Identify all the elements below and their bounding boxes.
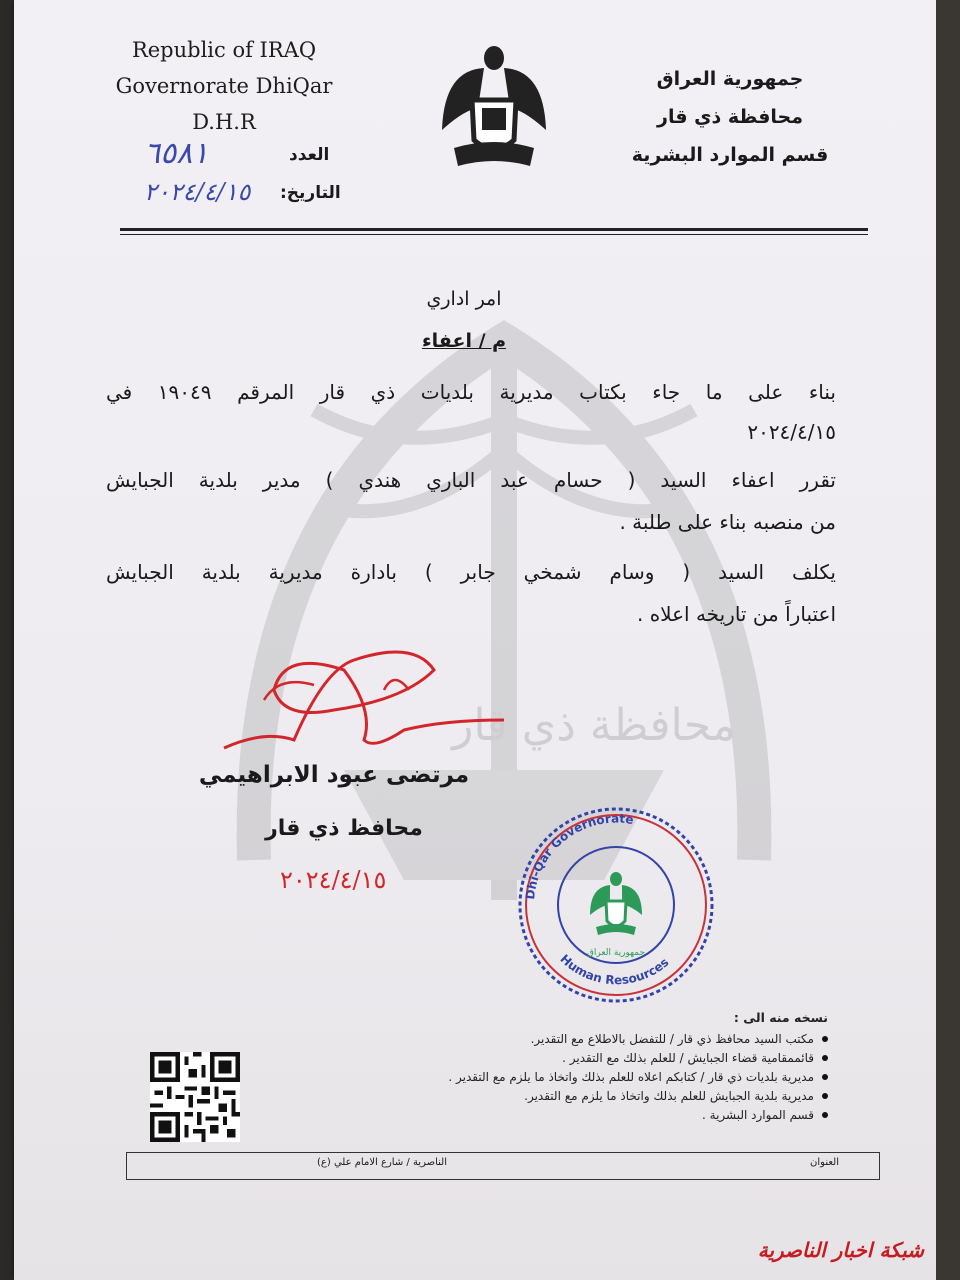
header-ar-line3: قسم الموارد البشرية <box>631 144 829 166</box>
header-en-line3: D.H.R <box>192 110 256 134</box>
qr-code-icon <box>150 1052 240 1142</box>
header-ar-line1: جمهورية العراق <box>656 68 804 90</box>
header-en-line2: Governorate DhiQar <box>115 74 333 98</box>
iraq-emblem-icon <box>434 40 554 180</box>
bullet-icon <box>822 1036 828 1042</box>
bullet-icon <box>822 1112 828 1118</box>
header-ar-line2: محافظة ذي قار <box>657 106 803 128</box>
cc-item-text: مديرية بلديات ذي قار / كتابكم اعلاه للعلم بذلك واتخاذ ما يلزم مع التقدير . <box>448 1069 814 1084</box>
cc-item-text: مديرية بلدية الجبايش للعلم بذلك واتخاذ ما يلزم مع التقدير. <box>524 1088 814 1103</box>
handwritten-signature <box>204 630 524 780</box>
para2-line1: تقرر اعفاء السيد ( حسام عبد الباري هندي ) مدير بلدية الجبايش <box>106 468 836 492</box>
order-title: امر اداري <box>426 288 502 310</box>
cc-item <box>268 1067 828 1086</box>
bullet-icon <box>822 1074 828 1080</box>
signature-date: ٢٠٢٤/٤/١٥ <box>280 866 387 894</box>
signatory-title: محافظ ذي قار <box>265 816 423 841</box>
cc-item <box>268 1029 828 1048</box>
cc-title: نسخه منه الى : <box>733 1010 828 1025</box>
stamp-text-en2: Human Resources <box>557 951 672 988</box>
logo-text: شبكة اخبار الناصرية <box>757 1238 924 1262</box>
bullet-icon <box>822 1055 828 1061</box>
address-value: الناصرية / شارع الامام علي (ع) <box>317 1157 447 1168</box>
para1-line1: بناء على ما جاء بكتاب مديرية بلديات ذي قار المرقم ١٩٠٤٩ في <box>106 380 836 404</box>
header-en-line1: Republic of IRAQ <box>131 38 317 62</box>
watermark-text: محافظة ذي قار <box>452 700 736 751</box>
cc-item <box>268 1105 828 1124</box>
news-network-logo <box>714 1236 934 1270</box>
number-label: العدد <box>289 145 330 165</box>
para2-line2: من منصبه بناء على طلبة . <box>619 510 836 534</box>
cc-item <box>268 1048 828 1067</box>
cc-item-text: قائممقامية قضاء الجبايش / للعلم بذلك مع التقدير . <box>562 1050 814 1065</box>
bullet-icon <box>822 1093 828 1099</box>
order-subject: م / اعفاء <box>421 330 507 352</box>
signatory-name: مرتضى عبود الابراهيمي <box>198 762 470 788</box>
header-date-value: ٢٠٢٤/٤/١٥ <box>144 178 251 206</box>
header-divider <box>120 228 868 231</box>
cc-list <box>268 1010 828 1124</box>
cc-item <box>268 1086 828 1105</box>
address-label: العنوان <box>810 1157 839 1168</box>
cc-item-text: مكتب السيد محافظ ذي قار / للتفضل بالاطلاع مع التقدير. <box>530 1031 814 1046</box>
svg-text:Dhi-Qar Governorate <box>523 811 635 900</box>
cc-item-text: قسم الموارد البشرية . <box>702 1107 814 1122</box>
footer-address-box <box>126 1152 880 1180</box>
official-stamp <box>504 805 729 1005</box>
stamp-text-en: Dhi-Qar Governorate <box>523 811 635 901</box>
stamp-inner-text: جمهورية العراق <box>586 948 646 958</box>
document-page <box>14 0 936 1280</box>
header-divider-thin <box>120 234 868 235</box>
para1-line2: ٢٠٢٤/٤/١٥ <box>747 420 836 444</box>
para3-line1: يكلف السيد ( وسام شمخي جابر ) بادارة مديرية بلدية الجبايش <box>106 560 836 584</box>
number-value: ٦٥٨١ <box>144 136 209 171</box>
date-label: التاريخ: <box>280 183 341 203</box>
background-edge <box>936 0 960 1280</box>
para3-line2: اعتباراً من تاريخه اعلاه . <box>636 602 836 626</box>
